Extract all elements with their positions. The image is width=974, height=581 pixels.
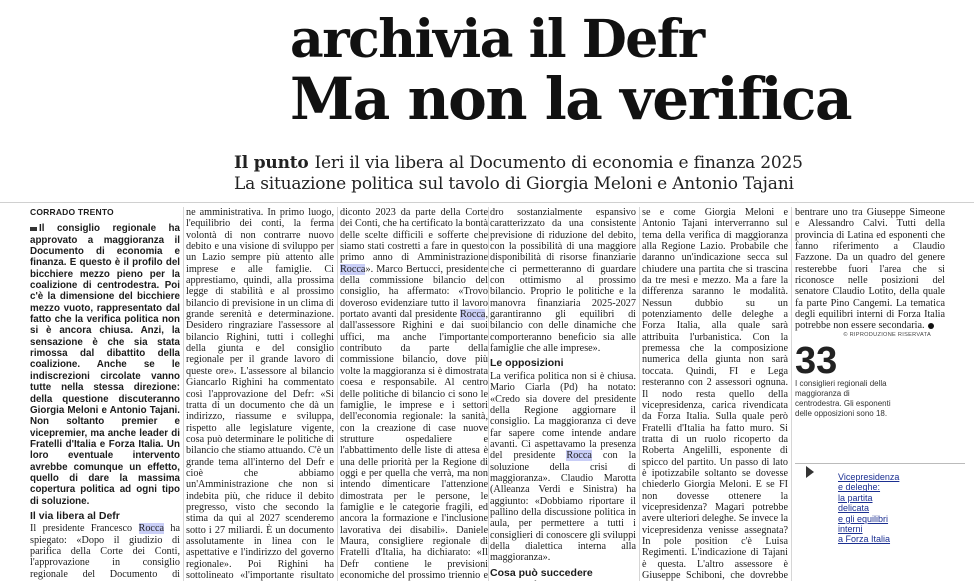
col5-text: se e come Giorgia Meloni e Antonio Tajani interverranno sul tema della verifica di maggioranza alla Regione Lazio. Probabile che daranno un'indicazione secca sul chiudere una partita che si trascina da tre mesi e mezzo. Ma a fare la differenza saranno le modalità. Nessun dubbio su un potenziamento delle deleghe a Forza Italia, alla quale sarà attribuita l'urbanistica. Con la premessa che la composizione numerica della giunta non sarà toccata. Quindi, FI e Lega resteranno con 2 assessori ognuna. Il nodo resta quello della vicepresidenza, carica rivendicata da Forza Italia. Sulla quale però Fratelli d'Italia ha fatto muro. Si tratta di un ruolo ricoperto da Roberta Angelilli, esponente di spicco del partito. Un passo di lato è ipotizzabile soltanto se dovesse chiederlo Giorgia Meloni. E se FI non dovesse ottenere la vicepresidenza? Magari potrebbe avere ulteriori deleghe. Se invece la vicepresidenza venisse assegnata? In pole position c'è Luisa Regimenti. L'indicazione di Tajani è questa. L'altro assessore è Giuseppe Schiboni, che dovrebbe: [642, 207, 788, 581]
subhead-text-1: Ieri il via libera al Documento di economia e finanza 2025: [314, 153, 803, 173]
highlight-rocca: Rocca: [566, 450, 592, 462]
article-column-1: [30, 207, 180, 581]
copyright-notice: © RIPRODUZIONE RISERVATA: [843, 332, 931, 338]
col4-text-a: dro sostanzialmente espansivo caratterizzato da una consistente previsione di riduzione del debito, con la possibilità di una maggiore disponibilità di risorse finanziarie che ci permetteranno di guardare con ottimismo al prossimo bilancio. Proprio le politiche e la manovra finanziaria 2025-2027 garantiranno gli equilibri di bilancio con delle dinamiche che comporteranno beneficio sia alle famiglie che alle imprese».: [490, 207, 636, 355]
col3-text-a: diconto 2023 da parte della Corte dei Conti, che ha certificato la bontà delle scelte difficili e sofferte che siamo stati costretti a fare in questo primo anno di Amministrazione: [340, 207, 488, 264]
subtitle-opposizioni: Le opposizioni: [490, 357, 564, 370]
related-link-line[interactable]: Vicepresidenza: [838, 472, 900, 482]
col1-text-1: Non soltanto premier e vicepremier, ma anche leader di Fratelli d'Italia e Forza Italia. Un loro eventuale intervento avrebbe comunque un effetto, quello di dare la massima copertura politica ad ogni tipo di soluzione.: [30, 416, 180, 507]
article-column-5: [642, 207, 788, 581]
headline-line-2: Ma non la verifica: [290, 65, 852, 133]
highlight-rocca: Rocca: [459, 309, 486, 321]
related-link-line[interactable]: a Forza Italia: [838, 534, 891, 545]
article-column-6: [795, 207, 945, 332]
related-link-line[interactable]: e gli equilibri: [838, 513, 889, 524]
column-rule: [183, 207, 184, 581]
col6-text: bentrare uno tra Giuseppe Simeone e Alessandro Calvi. Tutti della provincia di Latina ed esponenti che fanno riferimento a Claudio Fazzone. Da un quadro del genere resterebbe fuori l'area che si riconosce nelle posizioni del senatore Claudio Lotito, della quale fa parte Pino Cangemi. La tematica degli equilibri interni di Forza Italia potrebbe non essere secondaria.: [795, 207, 945, 332]
related-link-line[interactable]: interni: [838, 524, 863, 535]
related-link-line[interactable]: la partita: [838, 492, 873, 503]
highlight-rocca: Rocca: [138, 523, 165, 535]
col3-text-b: ». Marco Bertucci, presidente della commissione bilancio del consiglio, ha affermato: «Trovo doveroso evidenziare tutto il lavoro portato avanti dal presidente: [340, 263, 488, 321]
stat-number: 33: [795, 340, 838, 382]
column-rule: [337, 207, 338, 581]
arrow-right-icon: [806, 466, 814, 478]
stat-description: I consiglieri regionali della maggioranza di centrodestra. Gli esponenti delle opposizioni sono 18.: [795, 379, 891, 418]
article-column-4: [490, 207, 636, 581]
article-column-3: [340, 207, 488, 581]
end-of-article-icon: [928, 323, 934, 329]
stat-box: [795, 332, 945, 419]
column-rule: [488, 207, 489, 581]
highlight-rocca: Rocca: [340, 263, 366, 275]
col2-text: ne amministrativa. In primo luogo, l'equilibrio dei conti, la ferma volontà di non contrarre nuovo debito e una visione di sviluppo per un Lazio sempre più attento alle imprese e alle famiglie. Ci apprestiamo, quindi, alla prossima legge di stabilità e al prossimo bilancio di previsione in un clima di grande serenità e determinazione. Desidero ringraziare l'assessore al bilancio Righini, tutti i colleghi della giunta e del consiglio regionale per il grande lavoro di queste ore». L'assessore al bilancio Giancarlo Righini ha commentato così l'approvazione del Defr: «Si tratta di un documento che dà un indirizzo, riassume e sviluppa, rispetto alle legislature vigente, cosa può determinare le politiche di bilancio che stiamo attuando. C'è un grande tema all'interno del Defr e cioè che abbiamo un'Amministrazione che non si indebita più, che riduce il debito pregresso, visto che secondo la stima da qui al 2027 scenderemo sotto i 27 miliardi. È un documento assolutamente in linea con le aspettative e l'indirizzo del governo regionale». Poi Righini ha sottolineato «l'importante risultato: [186, 207, 334, 581]
col4-text-b: La verifica politica non si è chiusa. Mario Ciarla (Pd) ha notato: «Credo sia dovere del presidente della Regione aggiornare il consiglio. La maggioranza ci deve far sapere come intende andare avanti. Ci aspettavamo la presenza del presidente: [490, 370, 636, 462]
related-link-line[interactable]: delicata: [838, 503, 870, 514]
lead-marker-icon: [30, 227, 37, 231]
related-link-line[interactable]: e deleghe:: [838, 482, 881, 493]
lead-paragraph: Il consiglio regionale ha approvato a maggioranza il Documento di economia e finanza. E questo è il profilo del bicchiere mezzo pieno per la coalizione di centrodestra. Poi c'è la dimensione del bicchiere mezzo vuoto, rappresentato dal fatto che la verifica politica non si è ancora chiusa. Anzi, la sensazione è che sia stata rimossa dal dibattito della coalizione. Anche se le indiscrezioni circolate vanno tutte nella stessa direzione: della questione discuteranno Giorgia Meloni e Antonio Tajani.: [30, 223, 180, 416]
subheadline-2: La situazione politica sul tavolo di Giorgia Meloni e Antonio Tajani: [234, 174, 794, 194]
col4-text-c: con la soluzione della crisi di maggioranza». Claudio Marotta (Alleanza Verdi e Sinistra) ha aggiunto: «Dobbiamo riportare il pallino della discussione politica in aula, per permettere a tutti i consiglieri di conoscere gli sviluppi della dialettica interna alla maggioranza».: [490, 450, 636, 564]
headline-line-1: archivia il Defr: [290, 9, 704, 70]
col1-text-2a: Il presidente Francesco: [30, 523, 133, 535]
article-column-2: [186, 207, 334, 581]
byline: CORRADO TRENTO: [30, 207, 114, 217]
header-divider: [0, 202, 974, 203]
related-article-link[interactable]: [838, 472, 924, 545]
column-rule: [791, 207, 792, 581]
subhead-label: Il punto: [234, 153, 309, 173]
col3-text-c: , dall'assessore Righini e dai suoi uffici, ma anche l'importante contributo da parte della commissione bilancio, dove più volte la maggioranza si è dimostrata coesa e responsabile. Al centro delle politiche di bilancio ci sono le famiglie, le imprese e i settori dell'economia regionale: la sanità, con la creazione di case nuove strutture ospedaliere e l'abbattimento delle liste di attesa è una delle priorità per la Regione di oggi e per quella che verrà, ma non intendo dimenticare l'attenzione dimostrata per le persone, le famiglie e le categorie fragili, ed ancora la formazione e l'inclusione lavorativa dei disabili». Daniele Maura, consigliere regionale di Fratelli d'Italia, ha dichiarato: «Il Defr contiene le previsioni economiche del prossimo triennio e: [340, 309, 488, 581]
subheadline-1: [234, 153, 803, 174]
column-rule: [639, 207, 640, 581]
subtitle-cosa-puo-succedere: Cosa può succedere: [490, 566, 593, 579]
sidebar-divider: [795, 463, 965, 464]
col1-text-2b: ha spiegato: «Dopo il giudizio di parifica della Corte dei Conti, l'approvazione in consiglio regionale del Documento di: [30, 523, 180, 580]
subtitle-via-libera: Il via libera al Defr: [30, 509, 120, 522]
